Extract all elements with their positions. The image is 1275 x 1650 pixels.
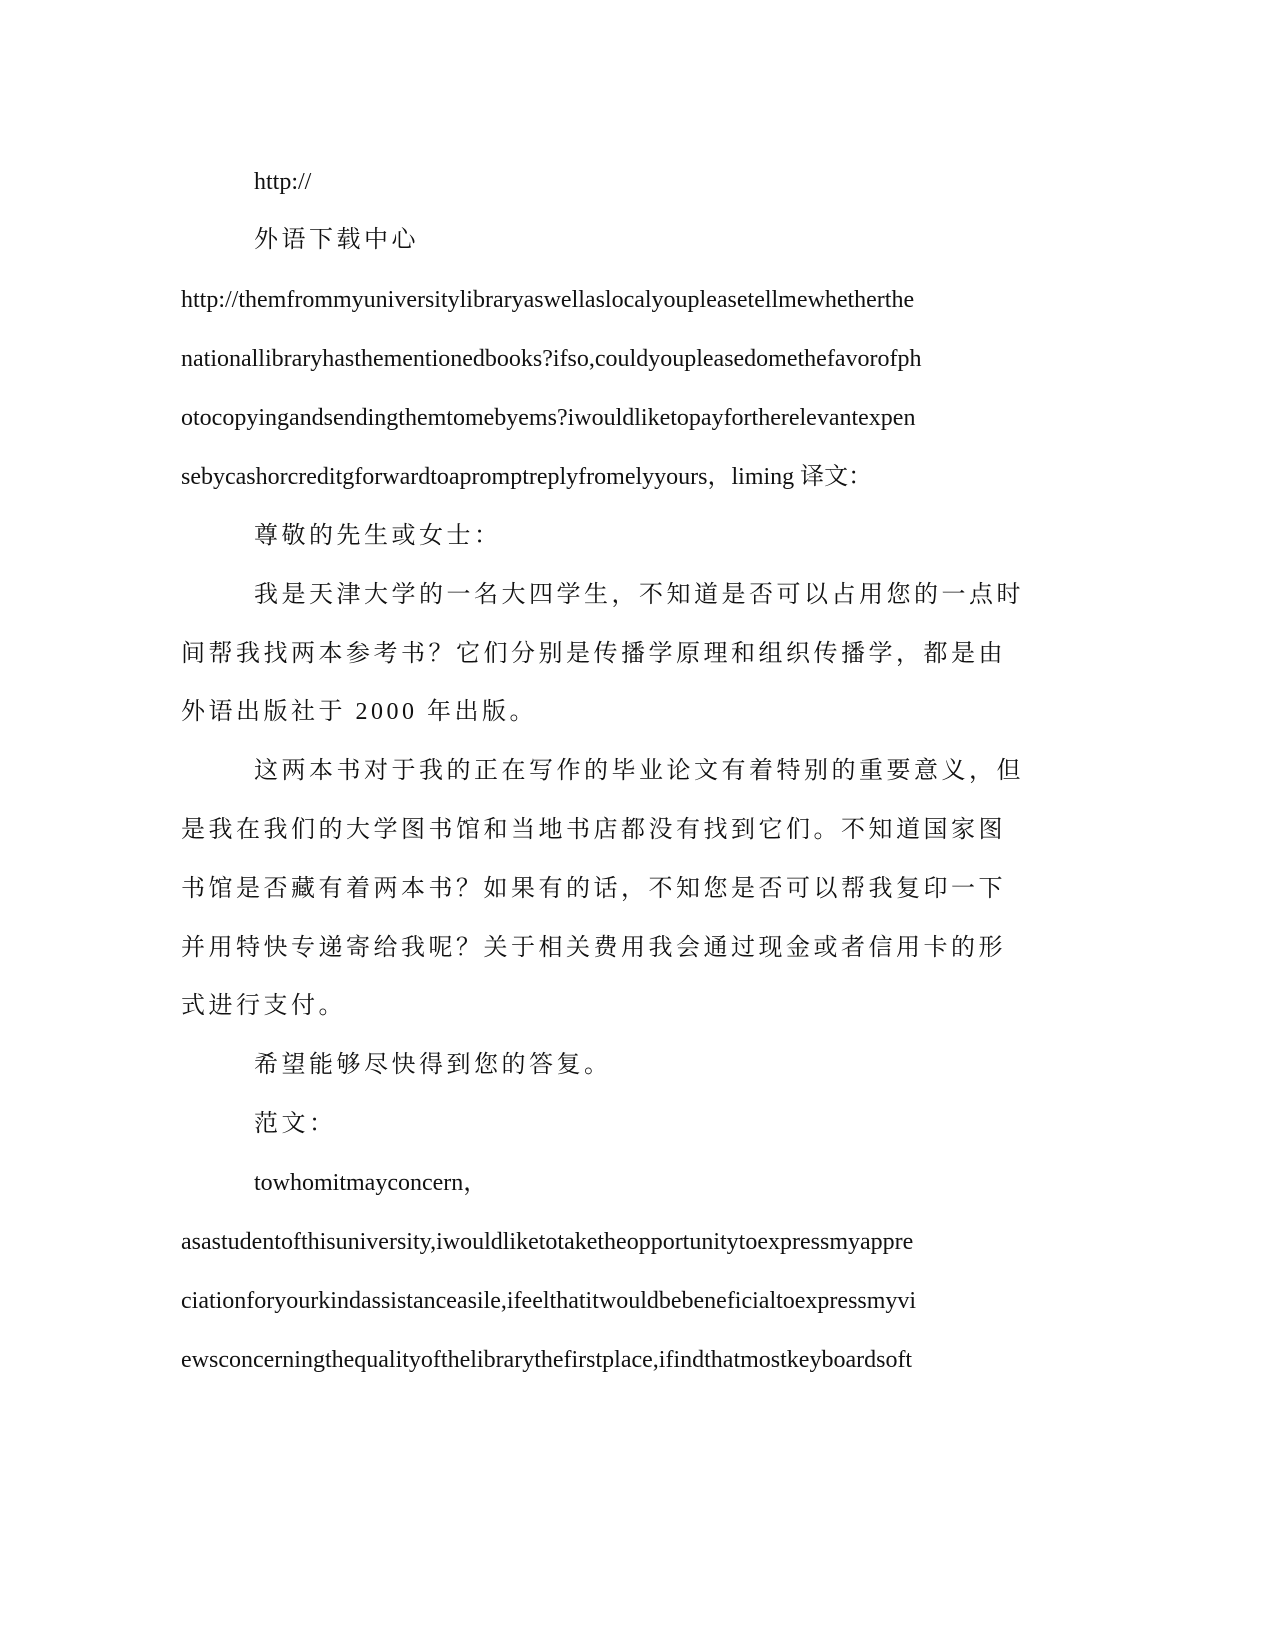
translation-text-line: 我是天津大学的一名大四学生，不知道是否可以占用您的一点时 — [254, 582, 1024, 608]
url-line: http:// — [254, 169, 312, 195]
translation-text-line: 并用特快专递寄给我呢？关于相关费用我会通过现金或者信用卡的形 — [181, 935, 1006, 961]
translation-text-line: 外语出版社于 2000 年出版。 — [181, 699, 537, 725]
translation-text-line: 式进行支付。 — [181, 993, 346, 1019]
letter-text-line: http://themfrommyuniversitylibraryaswellaslocalyoupleasetellmewhetherthe — [181, 287, 915, 313]
translation-text-line: 这两本书对于我的正在写作的毕业论文有着特别的重要意义，但 — [254, 758, 1024, 784]
sample-text-line: ciationforyourkindassistanceasile,ifeelthatitwouldbebeneficialtoexpressmyvi — [181, 1288, 917, 1314]
sample-salutation: towhomitmayconcern， — [254, 1170, 488, 1196]
letter-text-line: nationallibraryhasthementionedbooks?ifso,couldyoupleasedomethefavorofph — [181, 346, 922, 372]
translation-text-line: 书馆是否藏有着两本书？如果有的话，不知您是否可以帮我复印一下 — [181, 876, 1006, 902]
sample-text-line: asastudentofthisuniversity,iwouldliketotaketheopportunitytoexpressmyappre — [181, 1229, 914, 1255]
sample-text-line: ewsconcerningthequalityofthelibrarythefirstplace,ifindthatmostkeyboardsoft — [181, 1347, 913, 1373]
salutation-line: 尊敬的先生或女士： — [254, 523, 502, 549]
closing-line: 希望能够尽快得到您的答复。 — [254, 1052, 612, 1078]
translation-text-line: 间帮我找两本参考书？它们分别是传播学原理和组织传播学，都是由 — [181, 641, 1006, 667]
translation-text-line: 是我在我们的大学图书馆和当地书店都没有找到它们。不知道国家图 — [181, 817, 1006, 843]
sample-heading: 范文： — [254, 1111, 337, 1137]
letter-text-line: sebycashorcreditgforwardtoapromptreplyfromelyyours，liming 译文： — [181, 464, 873, 490]
source-line: 外语下载中心 — [254, 227, 419, 253]
letter-text-line: otocopyingandsendingthemtomebyems?iwouldliketopayfortherelevantexpen — [181, 405, 916, 431]
